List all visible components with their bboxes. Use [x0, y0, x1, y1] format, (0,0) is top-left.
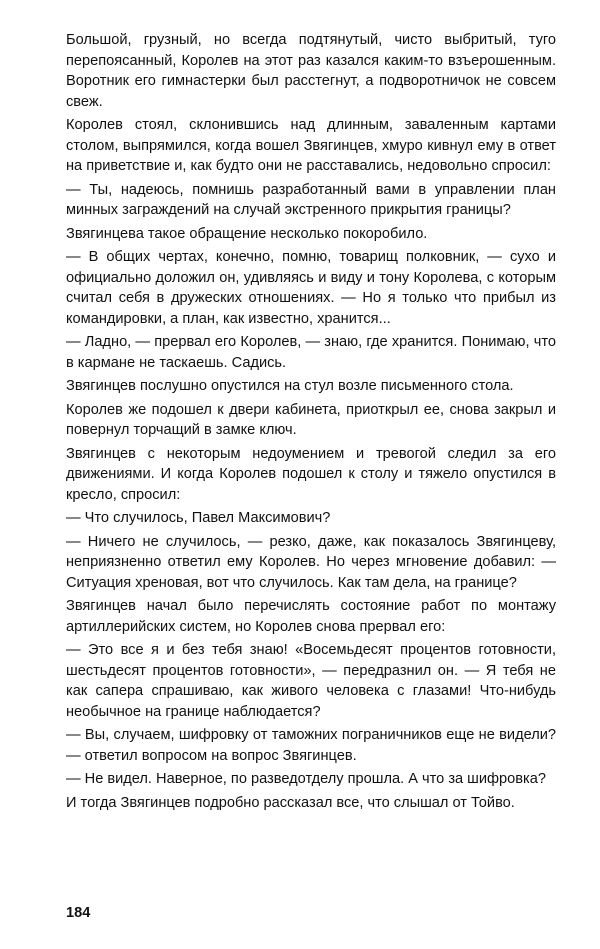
paragraph: — Ты, надеюсь, помнишь разработанный вами в управлении план минных заграждений на случай экстренного прикрытия границы? — [66, 181, 556, 218]
paragraph: И тогда Звягинцев подробно рассказал все, что слышал от Тойво. — [66, 794, 515, 811]
paragraph: Звягинцев начал было перечислять состояние работ по монтажу артиллерийских систем, но Королев снова прервал его: — [66, 598, 556, 635]
paragraph: — Ничего не случилось, — резко, даже, как показалось Звягинцеву, неприязненно ответил ему Королев. Но через мгновение добавил: — Ситуация хреновая, вот что случилось. Как там дела, на границе? — [66, 533, 556, 591]
paragraph: Звягинцев с некоторым недоумением и тревогой следил за его движениями. И когда Королев подошел к столу и тяжело опустился в кресло, спросил: — [66, 445, 556, 503]
page-number: 184 — [66, 905, 91, 921]
paragraph: — Это все я и без тебя знаю! «Восемьдесят процентов готовности, шестьдесят процентов готовности», — передразнил он. — Я тебя не как сапера спрашиваю, как живого человека с глазами! Что-нибудь необычное на границе наблюдается? — [66, 642, 556, 720]
paragraph: — Ладно, — прервал его Королев, — знаю, где хранится. Понимаю, что в кармане не таскаешь. Садись. — [66, 334, 556, 371]
paragraph: — Что случилось, Павел Максимович? — [66, 510, 331, 526]
paragraph: — В общих чертах, конечно, помню, товарищ полковник, — сухо и официально доложил он, удивляясь и виду и тону Королева, с которым считал себя в дружеских отношениях. — Но я только что прибыл из командировки, а план, как известно, хранится... — [66, 249, 556, 327]
paragraph: Звягинцева такое обращение несколько покоробило. — [66, 225, 428, 242]
page-text — [66, 30, 556, 813]
paragraph: Звягинцев послушно опустился на стул возле письменного стола. — [66, 378, 514, 394]
paragraph: Королев стоял, склонившись над длинным, заваленным картами столом, выпрямился, когда вошел Звягинцев, хмуро кивнул ему в ответ на приветствие и, как будто они не расставались, недовольно спросил: — [66, 117, 556, 174]
paragraph: — Вы, случаем, шифровку от таможних пограничников еще не видели? — ответил вопросом на вопрос Звягинцев. — [66, 727, 556, 764]
paragraph: Королев же подошел к двери кабинета, приоткрыл ее, снова закрыл и повернул торчащий в замке ключ. — [66, 401, 556, 438]
paragraph: Большой, грузный, но всегда подтянутый, чисто выбритый, туго перепоясанный, Королев на этот раз казался каким-то взъерошенным. Воротник его гимнастерки был расстегнут, а подворотничок не совсем свеж. — [66, 32, 556, 110]
paragraph: — Не видел. Наверное, по разведотделу прошла. А что за шифровка? — [66, 771, 546, 787]
